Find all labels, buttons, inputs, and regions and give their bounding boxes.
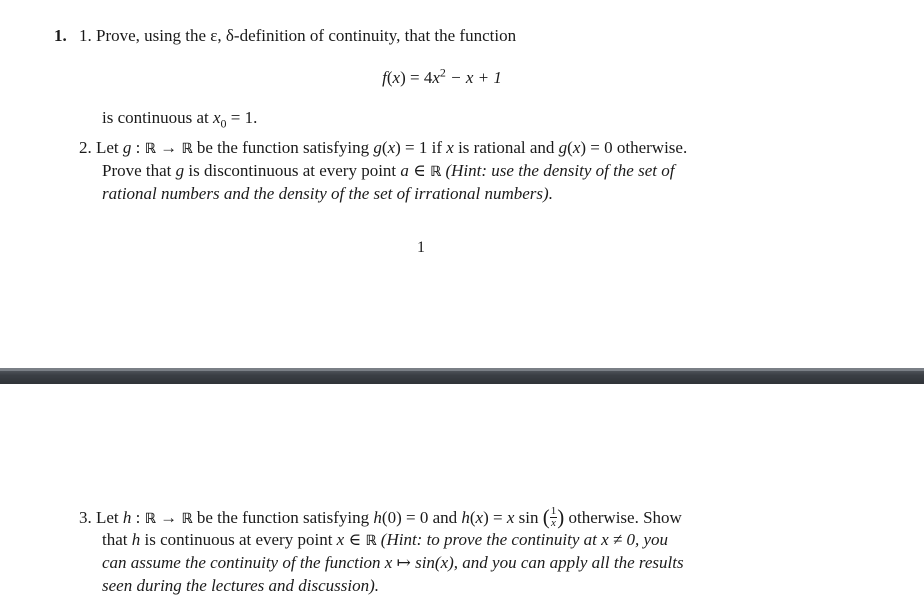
question-2-line-2: Prove that g is discontinuous at every point a ∈ ℝ (Hint: use the density of the set of — [102, 161, 675, 180]
question-3-line-3: can assume the continuity of the function x ↦ sin(x), and you can apply all the results — [102, 553, 684, 572]
page-separator — [0, 368, 924, 384]
question-3-line-1: 3. Let h : ℝ → ℝ be the function satisfying h(0) = 0 and h(x) = x sin ( $\frac{1}{x}$ ) otherwise. Show — [79, 504, 682, 529]
question-1-formula: $f(x) = 4x^2 - x + 1$ — [382, 65, 502, 87]
question-2-line-3: rational numbers and the density of the set of irrational numbers). — [102, 184, 553, 203]
fraction-one-over-x: $\frac{1}{x}$ — [550, 504, 557, 529]
question-3-line-2: that h is continuous at every point x ∈ ℝ (Hint: to prove the continuity at x ≠ 0, you — [102, 530, 669, 549]
question-3-line-4: seen during the lectures and discussion). — [102, 576, 379, 595]
question-2-line-1: 2. Let g : ℝ → ℝ be the function satisfying g(x) = 1 if x is rational and g(x) = 0 otherwise. — [79, 138, 688, 157]
outer-list-number: 1. — [54, 26, 67, 45]
question-1-continuity-point: is continuous at $x_0 = 1$. — [102, 108, 258, 131]
question-1-intro: 1. Prove, using the ε, δ-definition of continuity, that the function — [79, 26, 517, 45]
page-number: 1 — [417, 239, 425, 256]
